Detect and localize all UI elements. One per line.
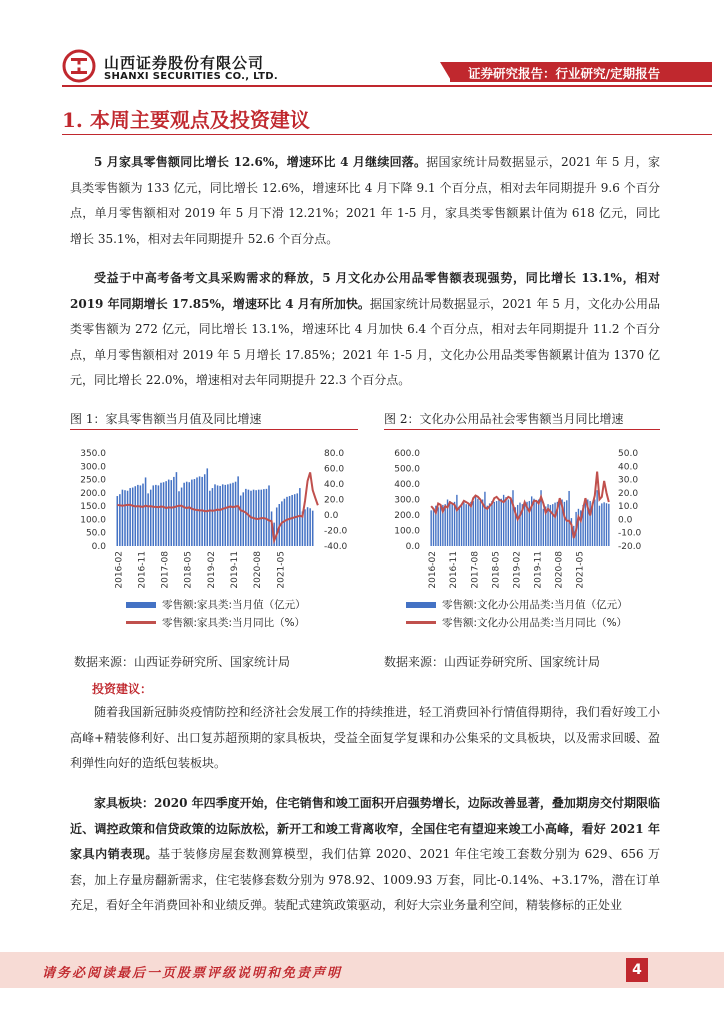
chart-bar [155, 485, 157, 546]
header-divider [62, 85, 712, 87]
y-right-tick-label: 0.0 [324, 511, 339, 521]
company-logo-icon [62, 49, 96, 83]
paragraph-body: 据国家统计局数据显示，2021 年 5 月，文化办公用品类零售额为 272 亿元，同比增长 13.1%，增速环比 4 月加快 6.4 个百分点，相对去年同期提升 11.2 个百分点，单月零售额相对 2019 年 5 月增长 17.85%；2021 年 1-5 月，文化办公用品类零售额累计值为 1370 亿元，同比增长 22.0%，增速相对去年同期提升 22.3 个百分点。 [70, 296, 660, 387]
chart-bar [142, 484, 144, 546]
chart-bar [473, 501, 474, 546]
figure-1-source: 数据来源：山西证券研究所、国家统计局 [74, 655, 291, 669]
section-title: 1. 本周主要观点及投资建议 [62, 108, 310, 132]
x-tick-label: 2017-08 [160, 551, 171, 589]
y-left-tick-label: 50.0 [85, 528, 106, 539]
chart-bar [482, 500, 483, 547]
y-right-tick-label: 0.0 [618, 515, 633, 526]
chart-bar [585, 503, 586, 546]
chart-bar [168, 480, 170, 546]
chart-bar [235, 482, 237, 546]
chart-bar [568, 491, 569, 546]
y-right-tick-label: -20.0 [618, 542, 642, 552]
chart-bar [165, 481, 167, 546]
chart-bar [135, 486, 137, 546]
y-left-tick-label: 200.0 [394, 511, 420, 521]
chart-bar [117, 496, 119, 546]
chart-bar [524, 503, 525, 546]
chart-bar [454, 502, 455, 546]
chart-bar [307, 507, 309, 546]
paragraph-furniture-sales [70, 150, 660, 252]
paragraph-body: 随着我国新冠肺炎疫情防控和经济社会发展工作的持续推进，轻工消费回补行情值得期待，我们看好竣工小高峰+精装修利好、出口复苏超预期的家具板块，受益全面复学复课和办公集采的文具板块，以及需求回暖、盈利弹性向好的造纸包装板块。 [70, 705, 660, 770]
y-left-tick-label: 400.0 [394, 480, 420, 490]
chart-bar [529, 501, 530, 546]
chart-bar [543, 509, 544, 546]
x-tick-label: 2019-02 [512, 551, 523, 589]
chart-bar [456, 495, 457, 546]
chart-bar [150, 490, 152, 546]
x-tick-label: 2019-11 [533, 551, 544, 589]
chart-bar [132, 488, 134, 546]
legend-bar-swatch [126, 602, 156, 608]
chart-bar [477, 499, 478, 546]
chart-bar [145, 477, 147, 546]
x-tick-label: 2018-05 [183, 551, 194, 589]
chart-bar [124, 490, 126, 546]
chart-bar [237, 476, 239, 546]
chart-bar [589, 501, 590, 546]
y-right-tick-label: 30.0 [618, 475, 639, 486]
chart-bar [468, 503, 469, 546]
chart-bar [219, 486, 221, 546]
chart-bar [475, 496, 476, 546]
chart-bar [599, 506, 600, 546]
y-left-tick-label: 100.0 [394, 526, 420, 537]
legend-line-label: 零售额:文化办公用品类:当月同比（%） [442, 617, 628, 629]
chart-bar [266, 489, 268, 546]
chart-bar [240, 496, 242, 546]
chart-bar [153, 485, 155, 546]
chart-bar [559, 498, 560, 546]
chart-bar [608, 504, 609, 546]
x-tick-label: 2018-05 [491, 551, 502, 589]
chart-bar [459, 507, 460, 546]
chart-bar [552, 504, 553, 546]
figure-2-caption-rule [384, 429, 660, 430]
chart-bar [194, 479, 196, 546]
chart-bar [173, 477, 175, 546]
chart-bar [489, 503, 490, 546]
y-left-tick-label: 200.0 [80, 488, 106, 499]
chart-bar [191, 480, 193, 546]
x-tick-label: 2016-11 [137, 551, 148, 589]
chart-bar [484, 492, 485, 546]
chart-bar [186, 482, 188, 546]
chart-bar [127, 491, 129, 546]
x-tick-label: 2020-08 [253, 551, 264, 589]
chart-bar [245, 489, 247, 546]
chart-bar [176, 472, 178, 546]
chart-bar [536, 501, 537, 546]
chart-bar [147, 493, 149, 546]
legend-line-swatch [406, 621, 436, 624]
chart-bar [297, 493, 299, 546]
chart-bar [196, 477, 198, 546]
chart-bar [538, 500, 539, 547]
y-right-tick-label: 40.0 [324, 480, 345, 490]
x-tick-label: 2021-05 [575, 551, 586, 589]
chart-bar [129, 488, 131, 546]
y-right-tick-label: 80.0 [324, 449, 345, 459]
chart-bar [163, 482, 165, 546]
report-type-label: 证券研究报告：行业研究/定期报告 [468, 66, 661, 81]
furniture-sales-chart [70, 436, 360, 641]
chart-bar [171, 480, 173, 546]
y-left-tick-label: 300.0 [80, 462, 106, 473]
figure-1-caption-rule [70, 429, 358, 430]
legend-bar-swatch [406, 602, 436, 608]
chart-bar [160, 483, 162, 546]
chart-bar [299, 488, 301, 546]
chart-bar [512, 490, 513, 546]
chart-bar [268, 485, 270, 546]
chart-bar [217, 485, 219, 546]
chart-bar [606, 503, 607, 546]
chart-bar [286, 497, 288, 546]
chart-bar [430, 510, 431, 546]
chart-bar [494, 502, 495, 546]
chart-bar [603, 502, 604, 546]
chart-bar [183, 483, 185, 546]
x-tick-label: 2019-02 [206, 551, 217, 589]
chart-bar [510, 498, 511, 546]
chart-bar [566, 500, 567, 546]
chart-bar [137, 485, 139, 546]
chart-bar [140, 485, 142, 546]
chart-bar [461, 505, 462, 546]
chart-bar [222, 484, 224, 546]
paragraph-body: 据国家统计局数据显示，2021 年 5 月，家具类零售额为 133 亿元，同比增长 12.6%，增速环比 4 月下降 9.1 个百分点，相对去年同期提升 9.6 个百分点，单月零售额相对 2019 年 5 月下滑 12.21%；2021 年 1-5 月，家具类零售额累计值为 618 亿元，同比增长 35.1%，相对去年同期提升 52.6 个百分点。 [70, 155, 660, 246]
x-tick-label: 2016-02 [114, 551, 125, 589]
chart-bar [596, 490, 597, 546]
y-right-tick-label: 20.0 [324, 495, 345, 506]
chart-bar [207, 468, 209, 546]
chart-bar [463, 503, 464, 546]
y-right-tick-label: 60.0 [324, 464, 345, 475]
chart-bar [433, 508, 434, 546]
title-divider [62, 134, 712, 135]
chart-bar [519, 503, 520, 546]
chart-bar [178, 491, 180, 546]
paragraph-lead: 5 月家具零售额同比增长 12.6%，增速环比 4 月继续回落。 [94, 155, 427, 169]
investment-advice-heading: 投资建议： [92, 682, 153, 696]
chart-bar [209, 491, 211, 546]
y-right-tick-label: 50.0 [618, 449, 639, 459]
company-name-en: SHANXI SECURITIES CO., LTD. [104, 71, 278, 82]
x-tick-label: 2017-08 [470, 551, 481, 589]
chart-bar [214, 484, 216, 546]
paragraph-furniture-sector [70, 791, 660, 919]
figure-2-source: 数据来源：山西证券研究所、国家统计局 [384, 655, 601, 669]
paragraph-investment-advice [70, 700, 660, 777]
chart-bar [452, 503, 453, 546]
chart-bar [189, 482, 191, 546]
y-left-tick-label: 100.0 [80, 515, 106, 526]
chart-bar [554, 503, 555, 546]
chart-bar [496, 501, 497, 546]
y-right-tick-label: 40.0 [618, 462, 639, 473]
chart-bar [227, 484, 229, 546]
chart-bar [309, 508, 311, 546]
chart-bar [487, 506, 488, 546]
chart-bar [498, 500, 499, 547]
chart-bar [440, 506, 441, 546]
chart-bar [225, 485, 227, 546]
chart-bar [181, 488, 183, 546]
y-right-tick-label: 20.0 [618, 488, 639, 499]
figure-1-caption: 图 1：家具零售额当月值及同比增速 [70, 412, 262, 426]
chart-bar [119, 494, 121, 546]
chart-bar [248, 490, 250, 546]
x-tick-label: 2021-05 [276, 551, 287, 589]
x-tick-label: 2020-08 [554, 551, 565, 589]
page-number: 4 [626, 958, 648, 982]
chart-bar [212, 488, 214, 546]
y-right-tick-label: -40.0 [324, 542, 348, 552]
y-left-tick-label: 250.0 [80, 475, 106, 486]
chart-bar [449, 501, 450, 546]
y-left-tick-label: 150.0 [80, 502, 106, 513]
legend-line-label: 零售额:家具类:当月同比（%） [162, 617, 306, 629]
chart-bar [312, 511, 314, 546]
chart-bar [444, 504, 445, 546]
legend-bar-label: 零售额:文化办公用品类:当月值（亿元） [442, 599, 628, 611]
chart-bar [276, 507, 278, 546]
chart-bar [291, 495, 293, 546]
paragraph-lead: 受益于中高考备考文具采购需求的释放，5 月文化办公用品零售额表现强势，同比增长 13.1%，相对 2019 年同期增长 17.85%，增速环比 4 月有所加快。 [70, 271, 660, 311]
figure-2-caption: 图 2：文化办公用品社会零售额当月同比增速 [384, 412, 624, 426]
chart-bar [437, 507, 438, 546]
chart-bar [533, 499, 534, 546]
chart-bar [230, 484, 232, 546]
y-left-tick-label: 350.0 [80, 449, 106, 459]
chart-bar [232, 483, 234, 546]
chart-bar [158, 485, 160, 546]
paragraph-body: 基于装修房屋套数测算模型，我们估算 2020、2021 年住宅竣工套数分别为 629、656 万套，加上存量房翻新需求，住宅装修套数分别为 978.92、1009.93 万套，同比-0.14%、+3.17%，潜在订单充足，看好全年消费回补和业绩反弹。装配式建筑政策驱动，利好大宗业务量利空间，精装修标的正处业 [70, 847, 660, 912]
chart-bar [594, 500, 595, 547]
legend-line-swatch [126, 621, 156, 624]
chart-bar [470, 502, 471, 546]
chart-bar [122, 490, 124, 546]
y-left-tick-label: 600.0 [394, 449, 420, 459]
footer-disclaimer: 请务必阅读最后一页股票评级说明和免责声明 [42, 966, 343, 981]
y-right-tick-label: 10.0 [618, 502, 639, 513]
chart-bar [294, 494, 296, 546]
chart-bar [304, 509, 306, 546]
chart-bar [466, 504, 467, 546]
x-tick-label: 2016-11 [449, 551, 460, 589]
y-left-tick-label: 500.0 [394, 464, 420, 475]
chart-bar [508, 500, 509, 547]
chart-bar [505, 497, 506, 546]
chart-bar [243, 492, 245, 546]
chart-bar [517, 505, 518, 546]
chart-bar [289, 496, 291, 546]
y-left-tick-label: 300.0 [394, 495, 420, 506]
paragraph-lead: 家具板块：2020 年四季度开始，住宅销售和竣工面积开启强势增长，边际改善显著，叠加期房交付期限临近、调控政策和信贷政策的边际放松，新开工和竣工背离收窄，全国住宅有望迎来竣工小高峰，看好 2021 年家具内销表现。 [70, 796, 660, 861]
y-left-tick-label: 0.0 [405, 542, 420, 552]
y-right-tick-label: -20.0 [324, 526, 348, 537]
chart-bar [601, 503, 602, 546]
y-right-tick-label: -10.0 [618, 528, 642, 539]
chart-bar [480, 501, 481, 546]
company-name-cn: 山西证券股份有限公司 [104, 54, 265, 72]
legend-bar-label: 零售额:家具类:当月值（亿元） [162, 599, 306, 611]
office-supplies-chart [384, 436, 674, 641]
y-left-tick-label: 0.0 [91, 542, 106, 552]
chart-bar [491, 501, 492, 546]
x-tick-label: 2019-11 [230, 551, 240, 589]
chart-bar [564, 502, 565, 546]
paragraph-office-supplies [70, 266, 660, 394]
x-tick-label: 2016-02 [428, 551, 439, 589]
chart-bar [501, 499, 502, 546]
